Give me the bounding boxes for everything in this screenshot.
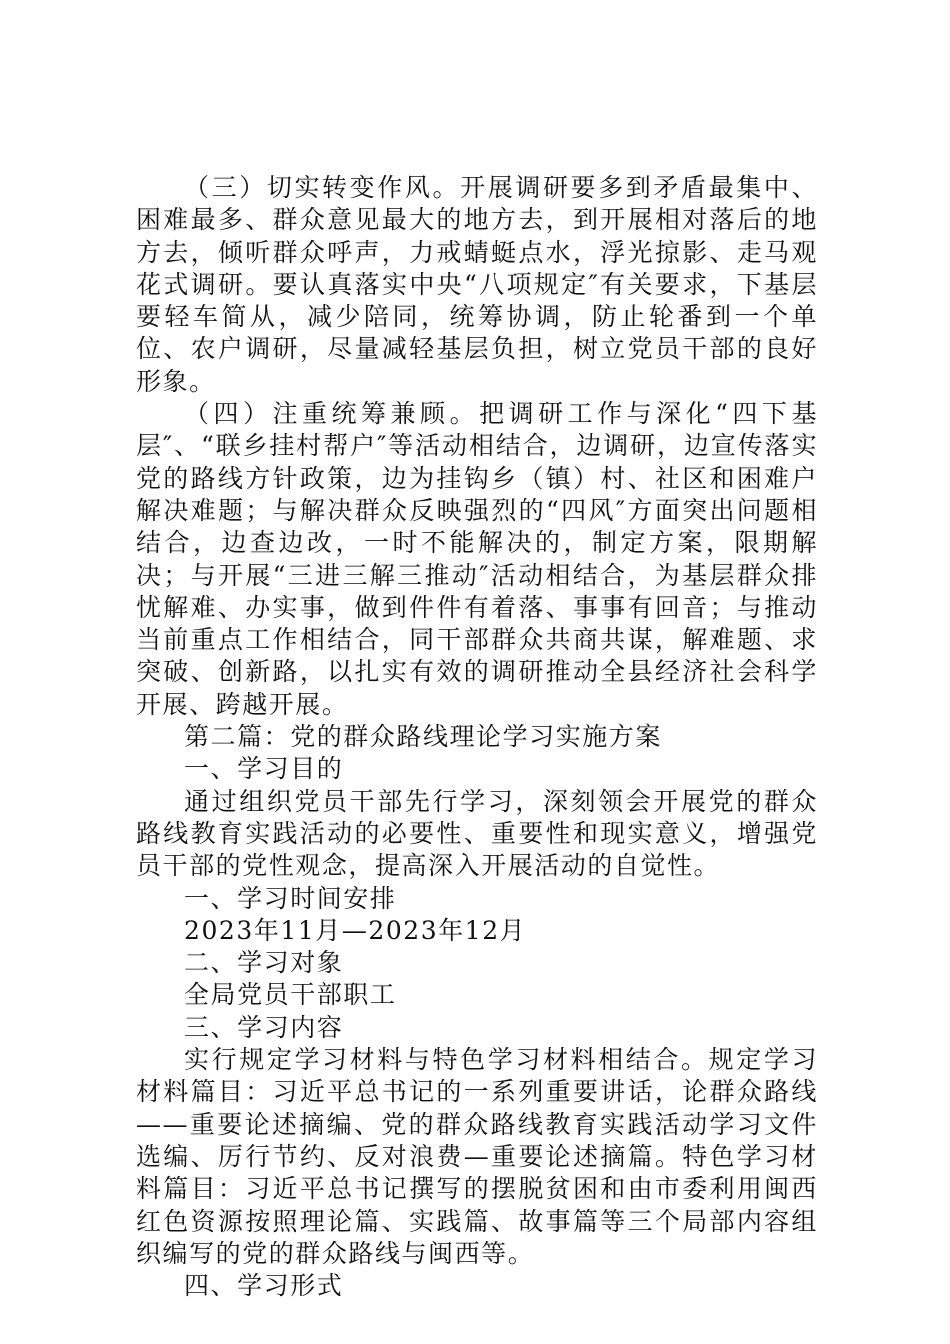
- section-heading-purpose: 一、学习目的: [184, 754, 344, 784]
- chapter-heading: 第二篇：党的群众路线理论学习实施方案: [184, 722, 662, 752]
- section-heading-audience: 二、学习对象: [184, 948, 344, 978]
- section-heading-schedule: 一、学习时间安排: [184, 883, 397, 913]
- section-heading-content: 三、学习内容: [184, 1012, 344, 1042]
- audience-text: 全局党员干部职工: [184, 980, 397, 1010]
- paragraph-overall-planning: （四）注重统筹兼顾。把调研工作与深化“四下基层″、“联乡挂村帮户″等活动相结合，边调研，边宣传落实党的路线方针政策，边为挂钩乡（镇）村、社区和困难户解决难题；与解决群众反映强烈的“四风″方面突出问题相结合，边查边改，一时不能解决的，制定方案，限期解决；与开展“三进三解三推动″活动相结合，为基层群众排忧解难、办实事，做到件件有着落、事事有回音；与推动当前重点工作相结合，同干部群众共商共谋，解难题、求突破、创新路，以扎实有效的调研推动全县经济社会科学开展、跨越开展。: [136, 399, 818, 719]
- paragraph-content: 实行规定学习材料与特色学习材料相结合。规定学习材料篇目：习近平总书记的一系列重要讲话，论群众路线——重要论述摘编、党的群众路线教育实践活动学习文件选编、厉行节约、反对浪费—重要论述摘篇。特色学习材料篇目：习近平总书记撰写的摆脱贫困和由市委利用闽西红色资源按照理论篇、实践篇、故事篇等三个局部内容组织编写的党的群众路线与闽西等。: [136, 1045, 818, 1268]
- schedule-dates: 2023年11月—2023年12月: [184, 915, 527, 945]
- document-body: [136, 172, 818, 1302]
- paragraph-work-style: （三）切实转变作风。开展调研要多到矛盾最集中、困难最多、群众意见最大的地方去，到开展相对落后的地方去，倾听群众呼声，力戒蜻蜓点水，浮光掠影、走马观花式调研。要认真落实中央“八项规定″有关要求，下基层要轻车简从，减少陪同，统筹协调，防止轮番到一个单位、农户调研，尽量减轻基层负担，树立党员干部的良好形象。: [136, 173, 818, 396]
- section-heading-format: 四、学习形式: [184, 1271, 344, 1301]
- paragraph-purpose: 通过组织党员干部先行学习，深刻领会开展党的群众路线教育实践活动的必要性、重要性和现实意义，增强党员干部的党性观念，提高深入开展活动的自觉性。: [136, 786, 818, 881]
